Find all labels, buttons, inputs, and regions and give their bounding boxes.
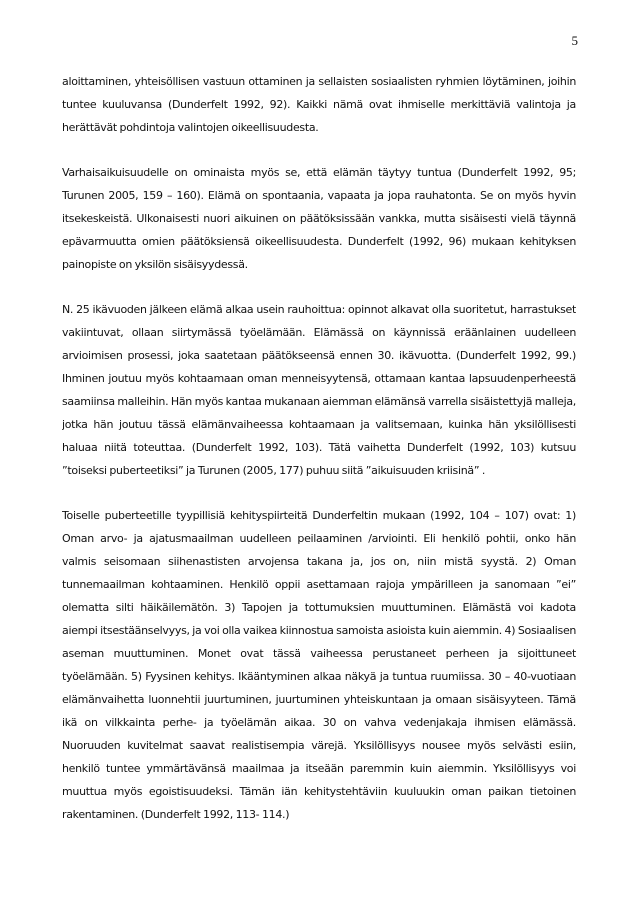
text-line: epävarmuutta omien päätöksiensä oikeellisuudesta. Dunderfelt (1992, 96) mukaan kehityksen	[62, 235, 576, 248]
text-line: tunnemaailman kohtaaminen. Henkilö oppii asettamaan rajoja ympärilleen ja sanomaan ”ei”	[62, 578, 576, 591]
text-line: arvioimisen prosessi, joka saatetaan päätökseensä ennen 30. ikävuotta. (Dunderfelt 1992, 99.)	[62, 349, 576, 362]
text-line: Nuoruuden kuvitelmat saavat realistisempia värejä. Yksilöllisyys nousee myös selvästi esiin,	[62, 739, 576, 752]
text-line: itsekeskeistä. Ulkonaisesti nuori aikuinen on päätöksissään vankka, mutta sisäisesti vielä täynnä	[62, 212, 576, 225]
text-line: herättävät pohdintoja valintojen oikeellisuudesta.	[62, 121, 319, 134]
text-line: valmis seisomaan siihenastisten arvojensa takana ja, jos on, niin mistä syystä. 2) Oman	[62, 555, 576, 568]
text-line: rakentaminen. (Dunderfelt 1992, 113- 114.)	[62, 808, 290, 821]
text-line: muuttua myös egoistisuudeksi. Tämän iän kehitystehtäviin kuuluukin oman paikan tietoinen	[62, 785, 576, 798]
text-line: tuntee kuuluvansa (Dunderfelt 1992, 92). Kaikki nämä ovat ihmiselle merkittäviä valintoja ja	[62, 98, 576, 111]
text-line: elämänvaihetta luonnehtii juurtuminen, juurtuminen yhteiskuntaan ja omaan sisäisyyteen. Tämä	[62, 693, 576, 706]
text-line: N. 25 ikävuoden jälkeen elämä alkaa usein rauhoittua: opinnot alkavat olla suoritetut, harrastukset	[62, 303, 576, 316]
text-line: aloittaminen, yhteisöllisen vastuun ottaminen ja sellaisten sosiaalisten ryhmien löytäminen, joihin	[62, 75, 576, 88]
text-line: haluaa niitä toteuttaa. (Dunderfelt 1992, 103). Tätä vaihetta Dunderfelt (1992, 103) kutsuu	[62, 441, 576, 454]
document-body	[62, 70, 576, 848]
text-line: Turunen 2005, 159 – 160). Elämä on spontaania, vapaata ja jopa rauhatonta. Se on myös hyvin	[62, 189, 576, 202]
text-line: jotka hän joutuu tässä elämänvaiheessa kohtaamaan ja valitsemaan, kuinka hän yksilöllisesti	[62, 418, 576, 431]
text-line: aseman muuttuminen. Monet ovat tässä vaiheessa perustaneet perheen ja sijoittuneet	[62, 647, 576, 660]
text-line: painopiste on yksilön sisäisyydessä.	[62, 258, 248, 271]
text-line: vakiintuvat, ollaan siirtymässä työelämään. Elämässä on käynnissä eräänlainen uudelleen	[62, 326, 576, 339]
text-line: ikä on vilkkainta perhe- ja työelämän aikaa. 30 on vahva vedenjakaja ihmisen elämässä.	[62, 716, 576, 729]
paragraph	[62, 161, 576, 276]
paragraph	[62, 298, 576, 482]
text-line: Ihminen joutuu myös kohtaamaan oman menneisyytensä, ottamaan kantaa lapsuudenperheestä	[62, 372, 576, 385]
text-line: aiempi itsestäänselvyys, ja voi olla vaikea kiinnostua samoista asioista kuin aiemmin. 4) Sosiaalisen	[62, 624, 576, 637]
paragraph	[62, 504, 576, 826]
text-line: työelämään. 5) Fyysinen kehitys. Ikääntyminen alkaa näkyä ja tuntua ruumiissa. 30 – 40-vuotiaan	[62, 670, 576, 683]
text-line: Toiselle puberteetille tyypillisiä kehityspiirteitä Dunderfeltin mukaan (1992, 104 – 107) ovat: 1)	[62, 509, 576, 522]
text-line: henkilö tuntee ymmärtävänsä maailmaa ja itseään paremmin kuin aiemmin. Yksilöllisyys voi	[62, 762, 576, 775]
page-number: 5	[571, 33, 578, 48]
paragraph	[62, 70, 576, 139]
text-line: ”toiseksi puberteetiksi” ja Turunen (2005, 177) puhuu siitä ”aikuisuuden kriisinä” .	[62, 464, 486, 477]
text-line: Oman arvo- ja ajatusmaailman uudelleen peilaaminen /arviointi. Eli henkilö pohtii, onko hän	[62, 532, 576, 545]
text-line: olematta silti häikäilemätön. 3) Tapojen ja tottumuksien muuttuminen. Elämästä voi kadota	[62, 601, 576, 614]
text-line: saamiinsa malleihin. Hän myös kantaa mukanaan aiemman elämänsä varrella sisäistettyjä malleja,	[62, 395, 576, 408]
text-line: Varhaisaikuisuudelle on ominaista myös se, että elämän täytyy tuntua (Dunderfelt 1992, 95;	[62, 166, 576, 179]
